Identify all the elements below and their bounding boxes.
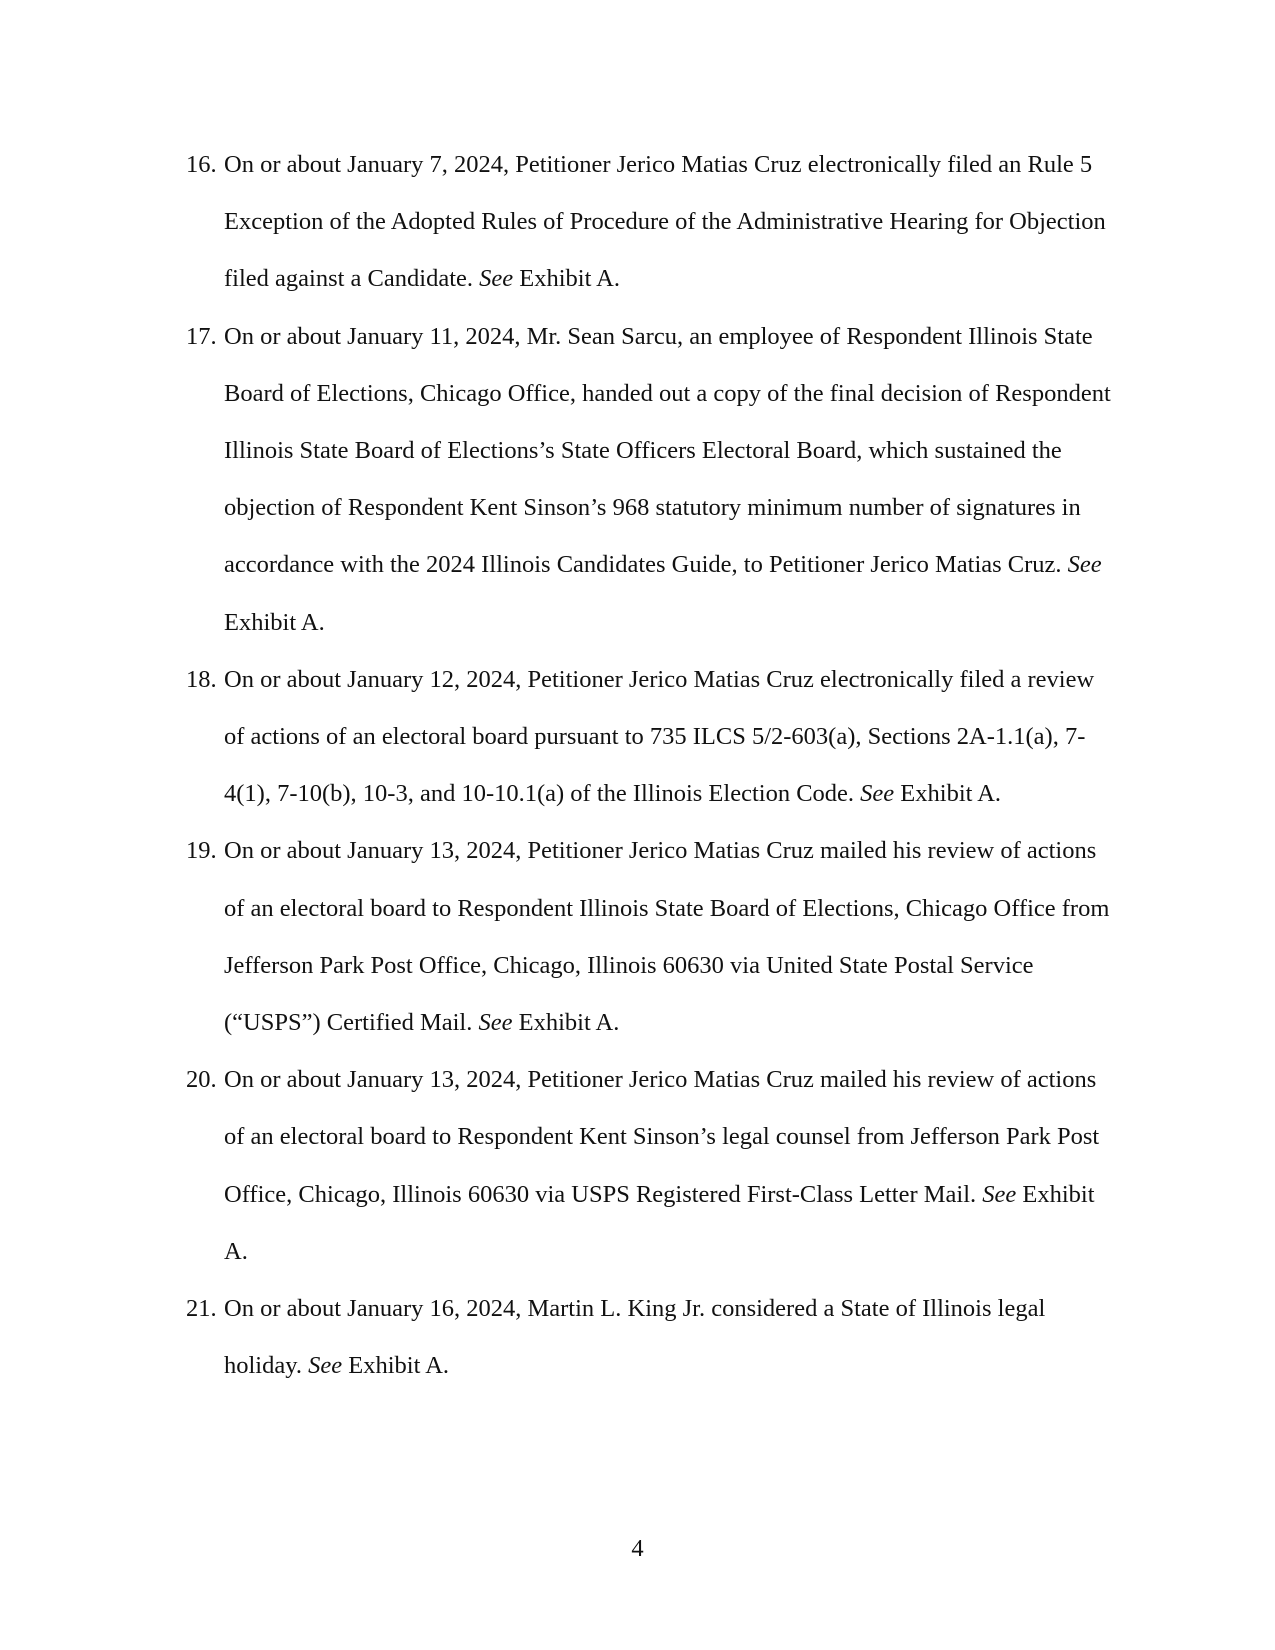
paragraph-body: On or about January 11, 2024, Mr. Sean Sarcu, an employee of Respondent Illinois State Board of Elections, Chicago Office, handed out a copy of the final decision of Respondent Illinois State Board of Elections’s State Officers Electoral Board, which sustained the objection of Respondent Kent Sinson’s 968 statutory minimum number of signatures in accordance with the 2024 Illinois Candidates Guide, to Petitioner Jerico Matias Cruz. bbox=[224, 322, 1111, 579]
see-signal: See bbox=[1067, 551, 1102, 579]
paragraph-number: 16. bbox=[186, 151, 217, 178]
see-signal: See bbox=[860, 780, 895, 808]
paragraph-text bbox=[224, 1051, 1116, 1280]
exhibit-reference: Exhibit A. bbox=[512, 1009, 620, 1037]
exhibit-reference: Exhibit A. bbox=[513, 265, 620, 293]
paragraph-text bbox=[224, 136, 1116, 308]
paragraph-18 bbox=[186, 651, 1116, 823]
exhibit-reference: Exhibit A. bbox=[894, 780, 1002, 808]
paragraph-body: On or about January 13, 2024, Petitioner Jerico Matias Cruz mailed his review of actions of an electoral board to Respondent Kent Sinson’s legal counsel from Jefferson Park Post Office, Chicago, Illinois 60630 via USPS Registered First-Class Letter Mail. bbox=[224, 1066, 1100, 1208]
paragraph-body: On or about January 13, 2024, Petitioner Jerico Matias Cruz mailed his review of actions of an electoral board to Respondent Illinois State Board of Elections, Chicago Office from Jefferson Park Post Office, Chicago, Illinois 60630 via United State Postal Service (“USPS”) Certified Mail. bbox=[224, 837, 1110, 1037]
paragraph-number: 21. bbox=[186, 1295, 217, 1323]
paragraph-number: 18. bbox=[186, 665, 217, 693]
paragraph-21 bbox=[186, 1280, 1116, 1394]
paragraph-number: 17. bbox=[186, 322, 217, 350]
numbered-paragraph-list bbox=[186, 136, 1116, 1394]
paragraph-number: 20. bbox=[186, 1066, 217, 1094]
paragraph-number: 19. bbox=[186, 837, 217, 865]
paragraph-19 bbox=[186, 822, 1116, 1051]
paragraph-body: On or about January 7, 2024, Petitioner Jerico Matias Cruz electronically filed an Rule 5 Exception of the Adopted Rules of Procedure of the Administrative Hearing for Objection filed against a Candidate. bbox=[224, 151, 1106, 293]
paragraph-text bbox=[224, 822, 1116, 1051]
paragraph-16 bbox=[186, 136, 1116, 308]
see-signal: See bbox=[982, 1180, 1017, 1208]
paragraph-17 bbox=[186, 308, 1116, 651]
paragraph-text bbox=[224, 651, 1116, 823]
paragraph-20 bbox=[186, 1051, 1116, 1280]
see-signal: See bbox=[478, 1009, 513, 1037]
exhibit-reference: Exhibit A. bbox=[224, 1180, 1095, 1265]
see-signal: See bbox=[479, 265, 514, 293]
see-signal: See bbox=[308, 1352, 343, 1380]
paragraph-text bbox=[224, 308, 1116, 651]
exhibit-reference: Exhibit A. bbox=[342, 1352, 450, 1380]
page-number: 4 bbox=[631, 1535, 644, 1562]
paragraph-text bbox=[224, 1280, 1116, 1394]
paragraph-body: On or about January 16, 2024, Martin L. King Jr. considered a State of Illinois legal holiday. bbox=[224, 1295, 1046, 1380]
paragraph-body: On or about January 12, 2024, Petitioner Jerico Matias Cruz electronically filed a review of actions of an electoral board pursuant to 735 ILCS 5/2-603(a), Sections 2A-1.1(a), 7-4(1), 7-10(b), 10-3, and 10-10.1(a) of the Illinois Election Code. bbox=[224, 665, 1095, 808]
exhibit-reference: Exhibit A. bbox=[224, 608, 325, 636]
